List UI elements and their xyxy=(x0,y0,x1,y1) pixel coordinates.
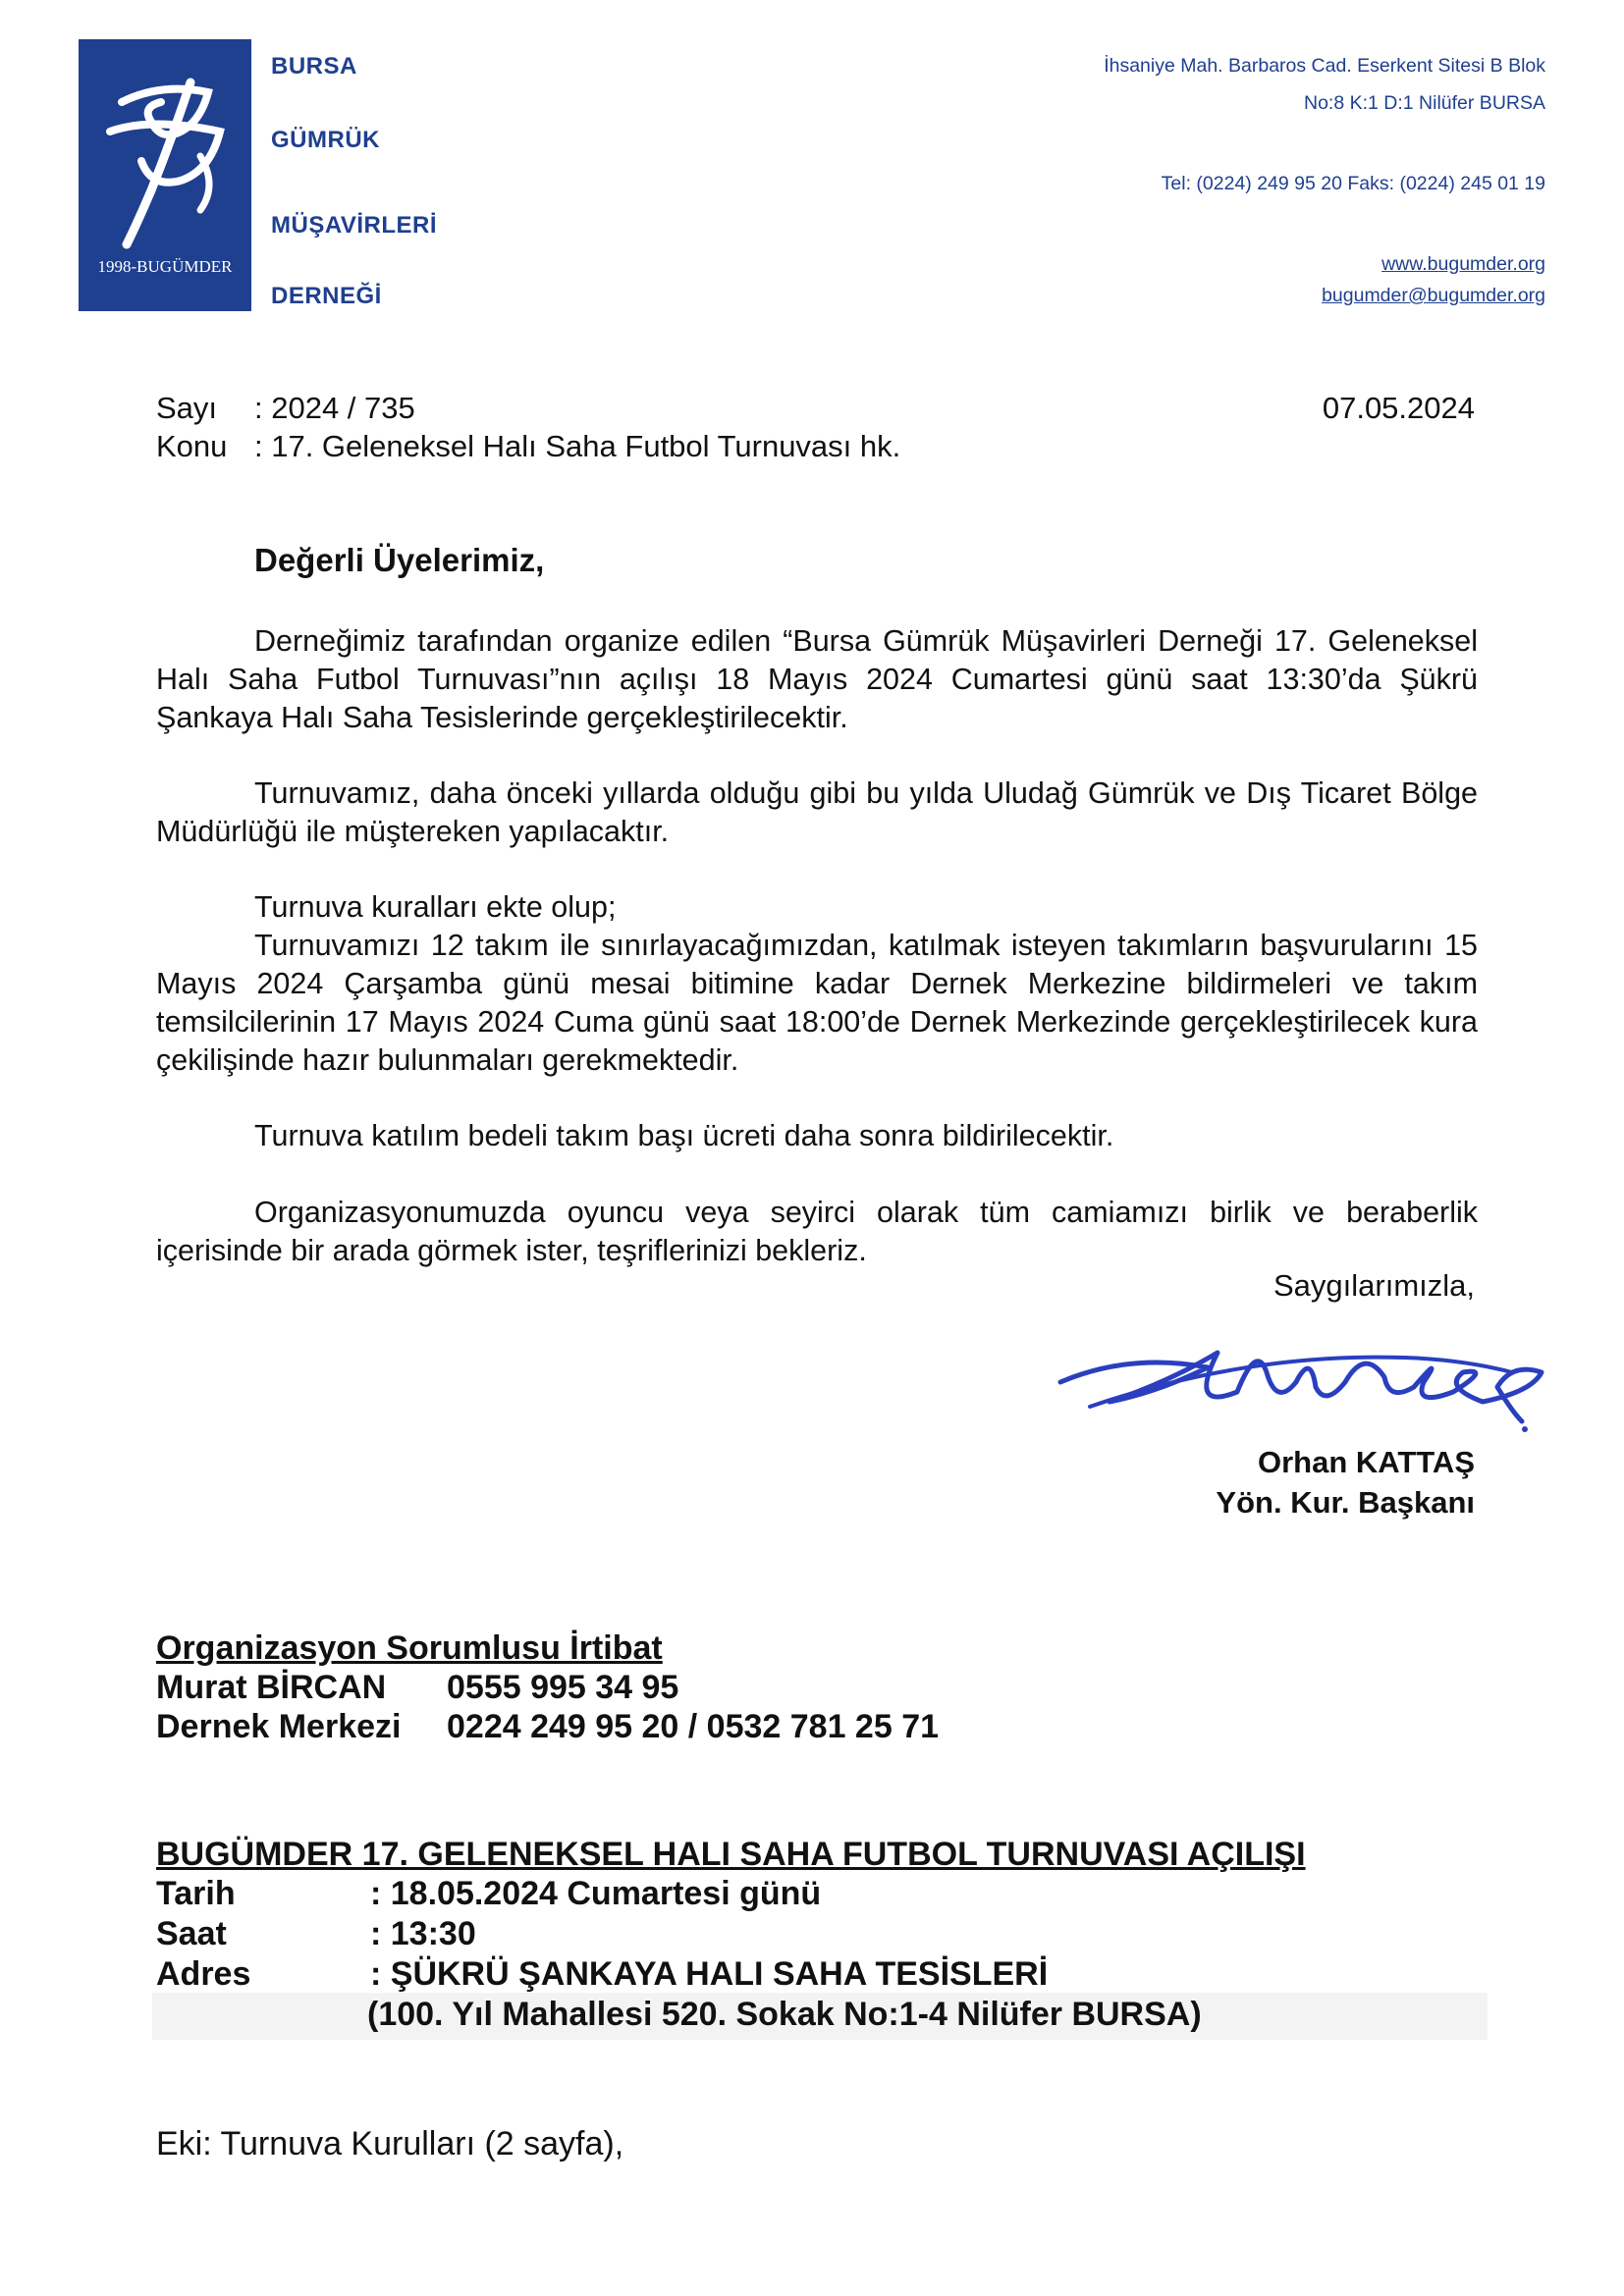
event-row xyxy=(156,1915,476,1953)
contact-row xyxy=(156,1708,939,1746)
address-line: No:8 K:1 D:1 Nilüfer BURSA xyxy=(1303,92,1545,114)
contact-row xyxy=(156,1669,678,1707)
body-paragraph: Turnuva kuralları ekte olup; xyxy=(254,890,617,924)
association-logo xyxy=(79,39,251,311)
logo-caption: 1998-BUGÜMDER xyxy=(97,257,233,276)
event-address-detail: (100. Yıl Mahallesi 520. Sokak No:1-4 Nilüfer BURSA) xyxy=(367,1996,1202,2033)
event-heading: BUGÜMDER 17. GELENEKSEL HALI SAHA FUTBOL TURNUVASI AÇILIŞI xyxy=(156,1836,1306,1873)
attachment-note: Eki: Turnuva Kurulları (2 sayfa), xyxy=(156,2125,624,2163)
website-link[interactable]: www.bugumder.org xyxy=(1381,253,1545,275)
email-link[interactable]: bugumder@bugumder.org xyxy=(1322,285,1545,306)
reference-subject xyxy=(156,429,900,464)
org-name-line: MÜŞAVİRLERİ xyxy=(271,212,438,239)
event-row xyxy=(156,1875,821,1913)
letter-date: 07.05.2024 xyxy=(1322,391,1475,425)
event-value: : 18.05.2024 Cumartesi günü xyxy=(370,1875,822,1912)
contact-phone: 0224 249 95 20 / 0532 781 25 71 xyxy=(447,1708,940,1745)
event-key: Adres xyxy=(156,1955,251,1993)
reference-number-value: : 2024 / 735 xyxy=(254,391,415,425)
salutation: Değerli Üyelerimiz, xyxy=(254,542,545,578)
reference-subject-label: Konu xyxy=(156,429,228,463)
body-paragraph: Derneğimiz tarafından organize edilen “Bursa Gümrük Müşavirleri Derneği 17. Geleneksel Halı Saha Futbol Turnuvası”nın açılışı 18 Mayıs 2024 Cumartesi günü saat 13:30’da Şükrü Şankaya Halı Saha Tesislerinde gerçekleştirilecektir. xyxy=(156,624,1478,734)
signer-name: Orhan KATTAŞ xyxy=(1257,1445,1475,1479)
event-key: Tarih xyxy=(156,1875,236,1912)
event-value: : ŞÜKRÜ ŞANKAYA HALI SAHA TESİSLERİ xyxy=(370,1955,1049,1993)
contact-name: Murat BİRCAN xyxy=(156,1669,387,1706)
reference-subject-value: : 17. Geleneksel Halı Saha Futbol Turnuvası hk. xyxy=(254,429,901,463)
closing-phrase: Saygılarımızla, xyxy=(1272,1268,1475,1303)
logo-emblem-icon xyxy=(92,63,238,249)
body-paragraph: Turnuvamız, daha önceki yıllarda olduğu gibi bu yılda Uludağ Gümrük ve Dış Ticaret Bölge Müdürlüğü ile müştereken yapılacaktır. xyxy=(156,776,1478,848)
event-row xyxy=(156,1955,1048,1994)
contact-phone: 0555 995 34 95 xyxy=(447,1669,679,1706)
handwritten-signature xyxy=(1051,1313,1561,1441)
contact-name: Dernek Merkezi xyxy=(156,1708,402,1745)
signer-title: Yön. Kur. Başkanı xyxy=(1216,1485,1475,1520)
body-paragraph: Turnuva katılım bedeli takım başı ücreti daha sonra bildirilecektir. xyxy=(254,1119,1114,1152)
org-name-line: DERNEĞİ xyxy=(271,283,382,309)
phone-fax: Tel: (0224) 249 95 20 Faks: (0224) 245 01 19 xyxy=(1161,173,1545,194)
body-paragraph: Organizasyonumuzda oyuncu veya seyirci olarak tüm camiamızı birlik ve beraberlik içerisinde bir arada görmek ister, teşriflerinizi bekleriz. xyxy=(156,1196,1478,1267)
event-value: : 13:30 xyxy=(370,1915,476,1952)
org-name-line: BURSA xyxy=(271,53,357,80)
org-name-line: GÜMRÜK xyxy=(271,127,380,153)
event-key: Saat xyxy=(156,1915,227,1952)
contact-heading: Organizasyon Sorumlusu İrtibat xyxy=(156,1629,663,1667)
reference-number xyxy=(156,391,415,426)
body-paragraph: Turnuvamızı 12 takım ile sınırlayacağımızdan, katılmak isteyen takımların başvurularını 15 Mayıs 2024 Çarşamba günü mesai bitimine kadar Dernek Merkezine bildirmeleri ve takım temsilcilerinin 17 Mayıs 2024 Cuma günü saat 18:00’de Dernek Merkezinde gerçekleştirilecek kura çekilişinde hazır bulunmaları gerekmektedir. xyxy=(156,929,1478,1077)
address-line: İhsaniye Mah. Barbaros Cad. Eserkent Sitesi B Blok xyxy=(1104,55,1545,77)
reference-number-label: Sayı xyxy=(156,391,218,425)
